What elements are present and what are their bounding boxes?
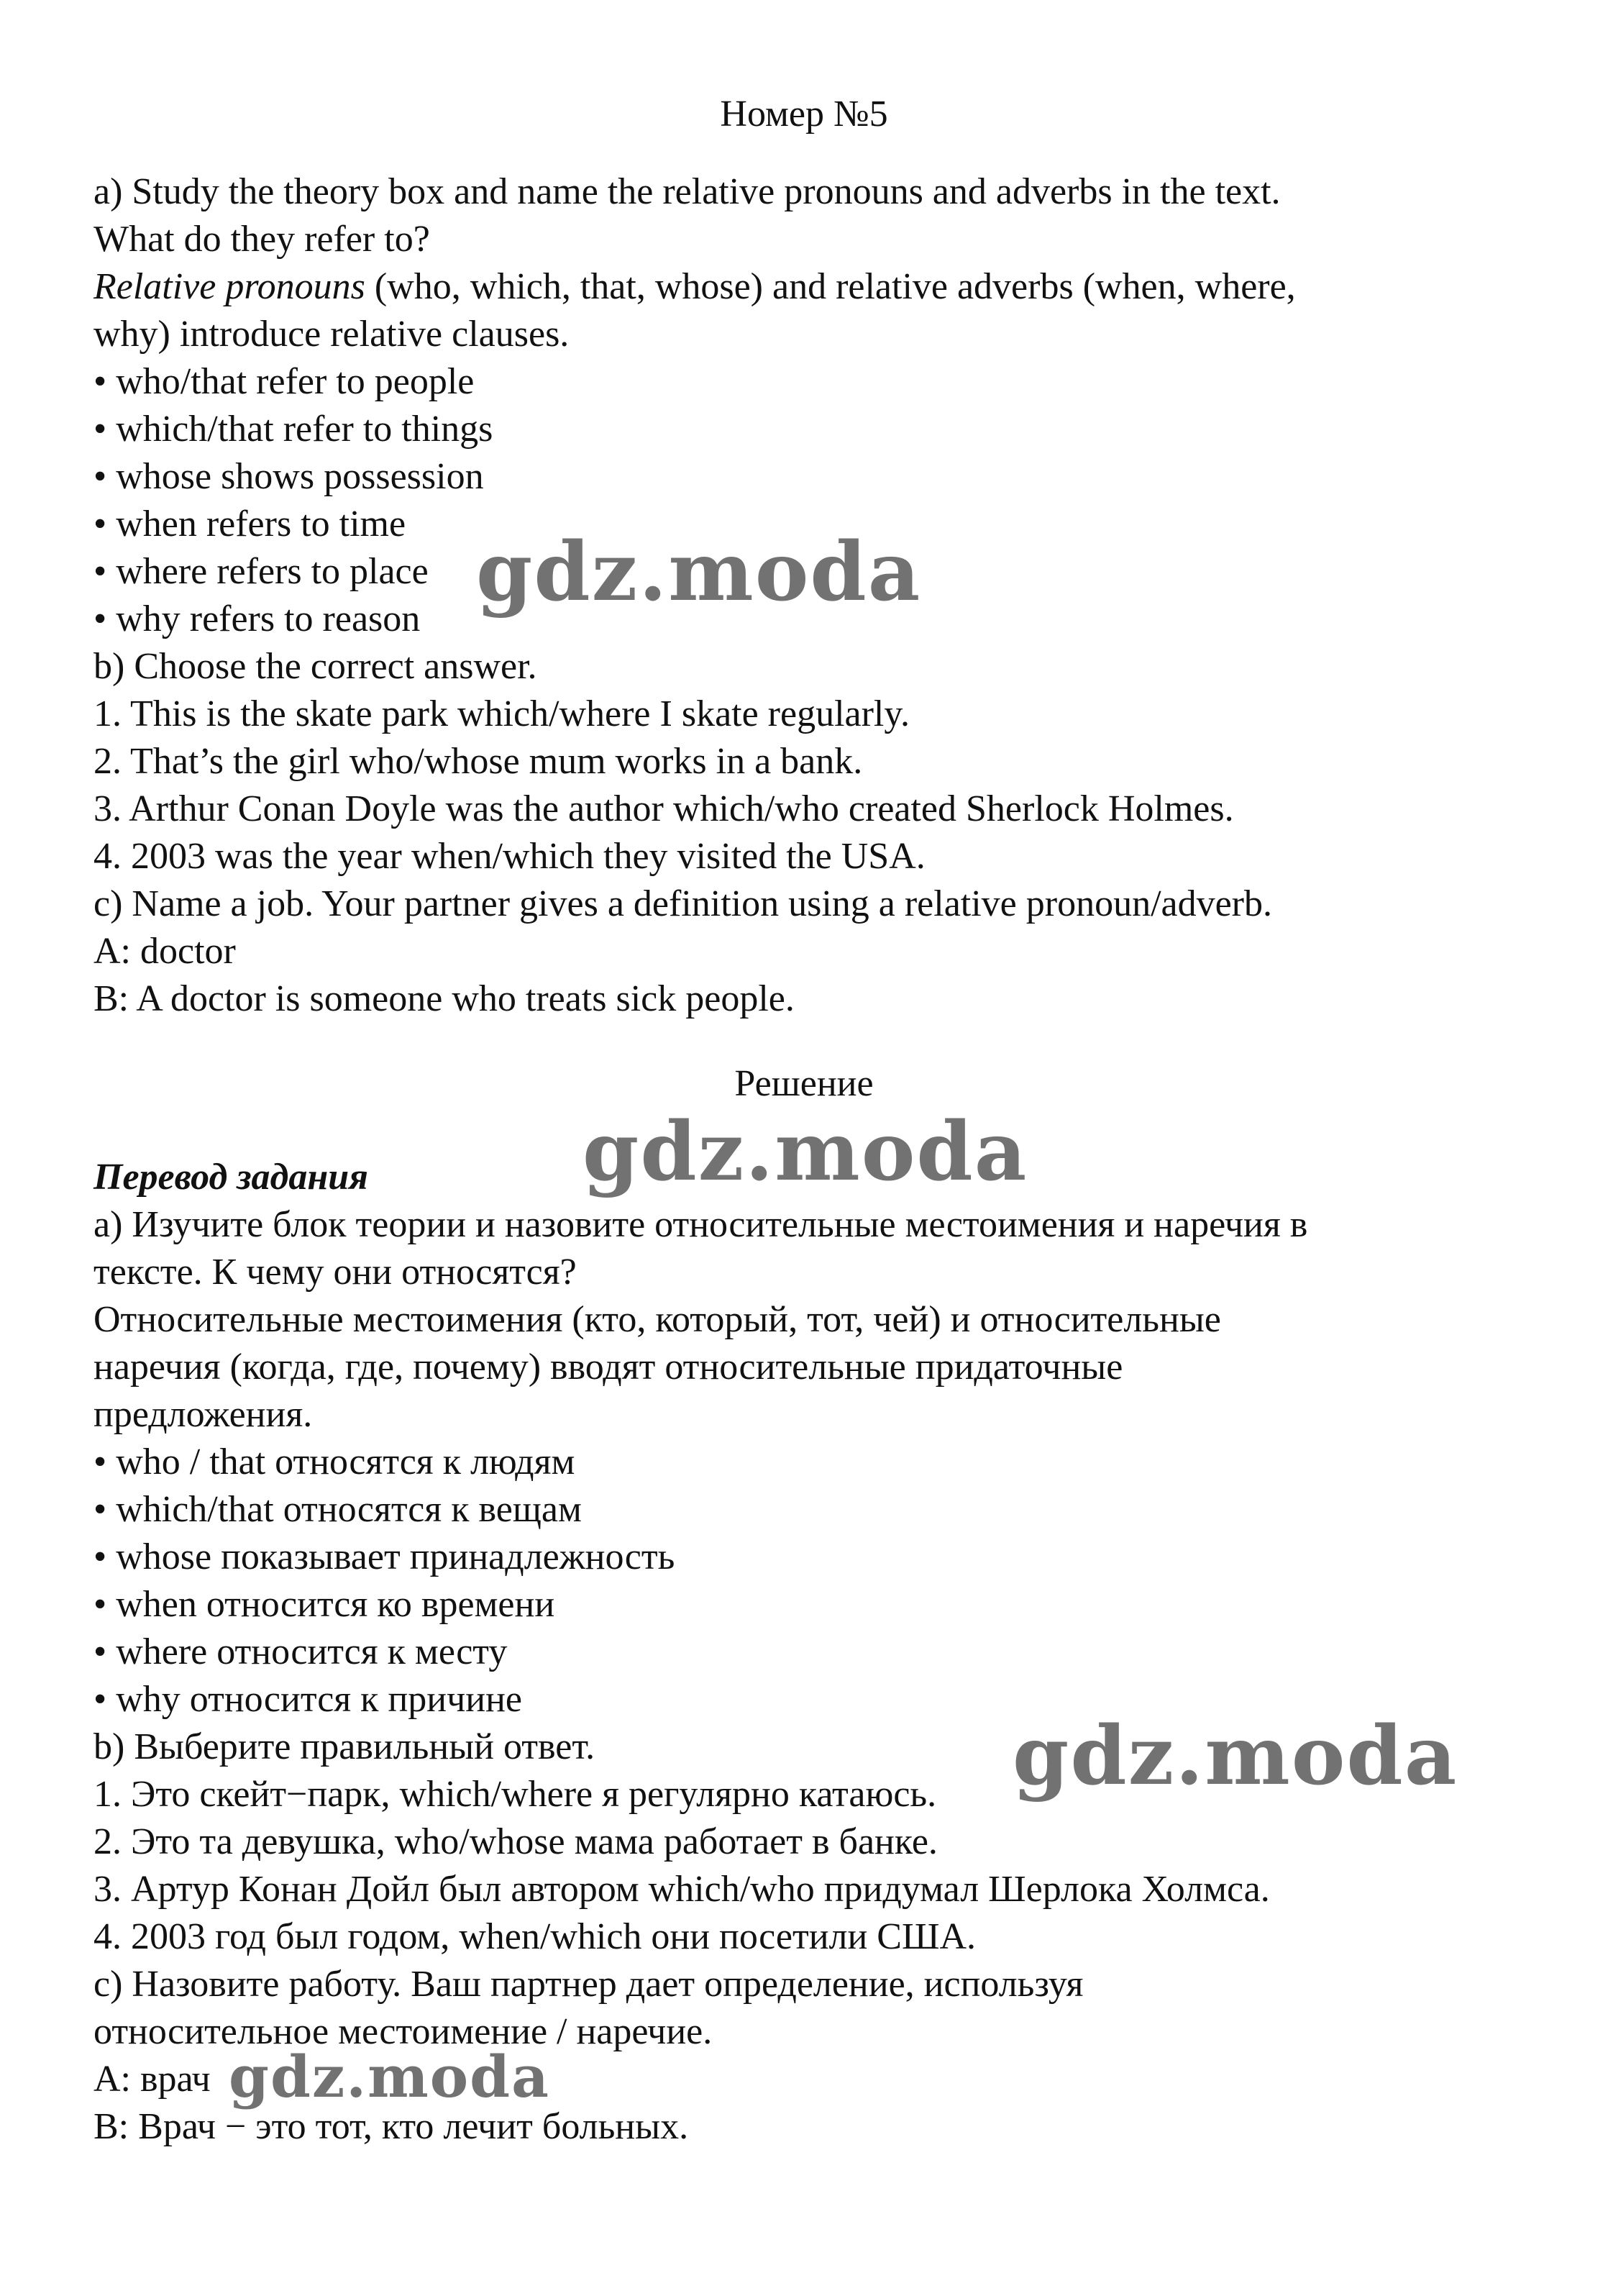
solution-b-item: 3. Артур Конан Дойл был автором which/who придумал Шерлока Холмса. bbox=[93, 1869, 1270, 1910]
solution-bullet-item: • whose показывает принадлежность bbox=[93, 1536, 675, 1577]
watermark: gdz.moda bbox=[476, 525, 922, 619]
translation-heading: Перевод задания bbox=[93, 1157, 368, 1198]
task-b-item: 3. Arthur Conan Doyle was the author which/who created Sherlock Holmes. bbox=[93, 788, 1234, 829]
solution-theory-line-2: наречия (когда, где, почему) вводят относительные придаточные bbox=[93, 1347, 1123, 1388]
solution-bullet-item: • why относится к причине bbox=[93, 1679, 522, 1720]
page-title: Номер №5 bbox=[720, 94, 888, 135]
solution-bullet-item: • where относится к месту bbox=[93, 1631, 508, 1672]
watermark: gdz.moda bbox=[229, 2043, 550, 2110]
solution-c-example-b: B: Врач − это тот, кто лечит больных. bbox=[93, 2106, 689, 2147]
task-a-line-2: What do they refer to? bbox=[93, 219, 430, 260]
task-b-item: 4. 2003 was the year when/which they visited the USA. bbox=[93, 836, 926, 877]
bullet-item: • when refers to time bbox=[93, 504, 406, 545]
bullet-item: • who/that refer to people bbox=[93, 361, 475, 402]
task-b-item: 2. That’s the girl who/whose mum works in a bank. bbox=[93, 741, 863, 782]
solution-bullet-item: • which/that относятся к вещам bbox=[93, 1489, 582, 1530]
solution-b-title: b) Выберите правильный ответ. bbox=[93, 1726, 595, 1767]
task-b-title: b) Choose the correct answer. bbox=[93, 646, 537, 687]
solution-theory-line-1: Относительные местоимения (кто, который, тот, чей) и относительные bbox=[93, 1299, 1221, 1340]
solution-c-line-1: c) Назовите работу. Ваш партнер дает определение, используя bbox=[93, 1964, 1084, 2005]
solution-b-item: 1. Это скейт−парк, which/where я регулярно катаюсь. bbox=[93, 1774, 937, 1815]
theory-italic-term: Relative pronouns bbox=[93, 266, 365, 307]
bullet-item: • where refers to place bbox=[93, 551, 429, 592]
task-b-item: 1. This is the skate park which/where I skate regularly. bbox=[93, 693, 910, 734]
theory-line-2: why) introduce relative clauses. bbox=[93, 314, 570, 355]
watermark: gdz.moda bbox=[583, 1105, 1028, 1199]
theory-line-1 bbox=[93, 263, 1296, 311]
solution-a-line-1: a) Изучите блок теории и назовите относительные местоимения и наречия в bbox=[93, 1204, 1308, 1245]
solution-title: Решение bbox=[734, 1063, 874, 1104]
task-c-example-a: A: doctor bbox=[93, 931, 236, 972]
bullet-item: • which/that refer to things bbox=[93, 409, 493, 450]
solution-bullet-item: • who / that относятся к людям bbox=[93, 1441, 575, 1482]
watermark: gdz.moda bbox=[1013, 1709, 1458, 1803]
solution-c-example-a: A: врач bbox=[93, 2059, 211, 2100]
solution-b-item: 4. 2003 год был годом, when/which они посетили США. bbox=[93, 1916, 977, 1957]
solution-b-item: 2. Это та девушка, who/whose мама работает в банке. bbox=[93, 1821, 938, 1862]
solution-a-line-2: тексте. К чему они относятся? bbox=[93, 1252, 577, 1293]
task-a-line-1: a) Study the theory box and name the relative pronouns and adverbs in the text. bbox=[93, 171, 1281, 212]
task-c-title: c) Name a job. Your partner gives a definition using a relative pronoun/adverb. bbox=[93, 883, 1272, 924]
bullet-item: • why refers to reason bbox=[93, 598, 421, 639]
solution-bullet-item: • when относится ко времени bbox=[93, 1584, 555, 1625]
solution-theory-line-3: предложения. bbox=[93, 1394, 313, 1435]
task-c-example-b: B: A doctor is someone who treats sick people. bbox=[93, 978, 795, 1019]
theory-line-1-rest: (who, which, that, whose) and relative adverbs (when, where, bbox=[365, 266, 1296, 307]
bullet-item: • whose shows possession bbox=[93, 456, 484, 497]
solution-c-line-2: относительное местоимение / наречие. bbox=[93, 2011, 713, 2052]
